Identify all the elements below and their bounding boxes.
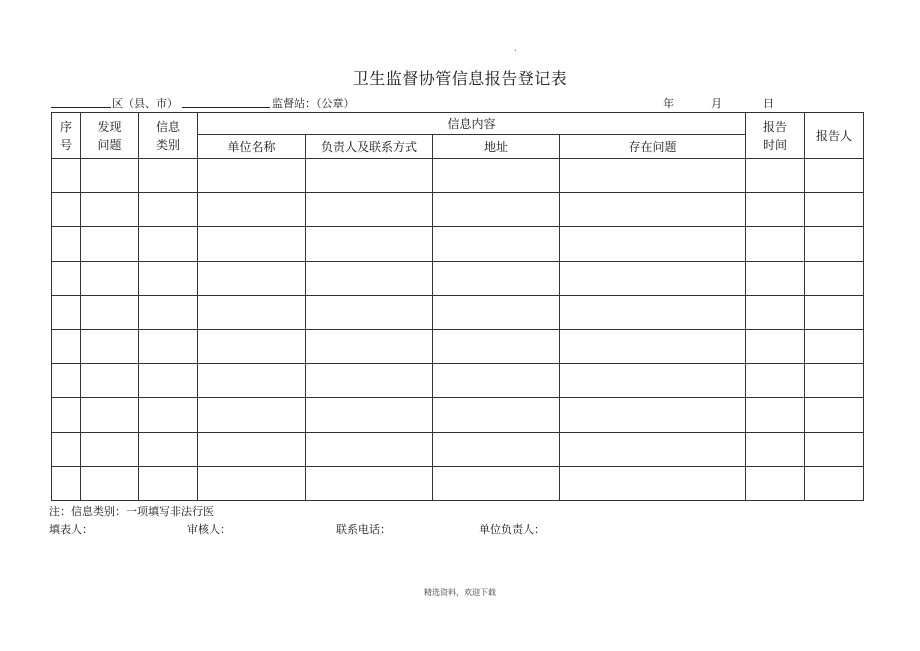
header-seq: 序 号 [52, 113, 81, 159]
table-cell[interactable] [805, 398, 864, 432]
table-cell[interactable] [433, 295, 560, 329]
table-cell[interactable] [81, 398, 139, 432]
table-cell[interactable] [306, 432, 433, 466]
table-cell[interactable] [198, 227, 306, 261]
table-cell[interactable] [198, 466, 306, 500]
top-mark: . [514, 44, 517, 54]
table-cell[interactable] [139, 295, 198, 329]
header-report-time: 报告 时间 [746, 113, 805, 159]
table-cell[interactable] [306, 159, 433, 193]
table-row [52, 159, 864, 193]
table-cell[interactable] [52, 295, 81, 329]
table-cell[interactable] [139, 364, 198, 398]
phone-label: 联系电话： [336, 523, 391, 536]
table-cell[interactable] [805, 193, 864, 227]
table-cell[interactable] [306, 364, 433, 398]
station-label: 监督站：（公章） [272, 97, 355, 110]
table-cell[interactable] [746, 466, 805, 500]
table-cell[interactable] [81, 466, 139, 500]
filler-label: 填表人： [49, 523, 93, 536]
table-cell[interactable] [433, 432, 560, 466]
table-cell[interactable] [52, 466, 81, 500]
table-cell[interactable] [306, 227, 433, 261]
note-text: 注：信息类别：一项填写非法行医 [49, 505, 214, 518]
table-cell[interactable] [746, 159, 805, 193]
table-cell[interactable] [81, 329, 139, 363]
table-cell[interactable] [52, 432, 81, 466]
header-reporter: 报告人 [805, 113, 864, 159]
table-cell[interactable] [746, 261, 805, 295]
table-cell[interactable] [805, 227, 864, 261]
table-cell[interactable] [805, 432, 864, 466]
table-cell[interactable] [139, 193, 198, 227]
month-label: 月 [711, 97, 722, 110]
table-row [52, 193, 864, 227]
table-row [52, 261, 864, 295]
table-cell[interactable] [81, 159, 139, 193]
table-cell[interactable] [746, 227, 805, 261]
table-cell[interactable] [560, 159, 746, 193]
table-cell[interactable] [52, 193, 81, 227]
table-row [52, 398, 864, 432]
unit-head-label: 单位负责人： [479, 523, 545, 536]
table-cell[interactable] [746, 432, 805, 466]
table-cell[interactable] [139, 329, 198, 363]
table-cell[interactable] [306, 261, 433, 295]
table-cell[interactable] [433, 364, 560, 398]
table-cell[interactable] [805, 329, 864, 363]
table-cell[interactable] [560, 466, 746, 500]
table-cell[interactable] [805, 261, 864, 295]
table-cell[interactable] [198, 364, 306, 398]
header-found-issue: 发现 问题 [81, 113, 139, 159]
table-cell[interactable] [433, 193, 560, 227]
table-row [52, 364, 864, 398]
table-cell[interactable] [805, 159, 864, 193]
table-cell[interactable] [198, 432, 306, 466]
table-cell[interactable] [560, 295, 746, 329]
table-cell[interactable] [139, 466, 198, 500]
table-cell[interactable] [81, 193, 139, 227]
table-cell[interactable] [139, 227, 198, 261]
table-cell[interactable] [81, 295, 139, 329]
header-info-content: 信息内容 [198, 113, 746, 135]
table-cell[interactable] [52, 364, 81, 398]
table-body [52, 159, 864, 501]
table-cell[interactable] [52, 261, 81, 295]
table-cell[interactable] [560, 398, 746, 432]
table-cell[interactable] [52, 159, 81, 193]
table-cell[interactable] [433, 329, 560, 363]
table-row [52, 466, 864, 500]
header-unit-name: 单位名称 [198, 135, 306, 159]
year-label: 年 [663, 97, 674, 110]
table-cell[interactable] [805, 364, 864, 398]
header-contact: 负责人及联系方式 [306, 135, 433, 159]
table-cell[interactable] [306, 466, 433, 500]
table-cell[interactable] [198, 398, 306, 432]
table-cell[interactable] [52, 227, 81, 261]
table-cell[interactable] [433, 466, 560, 500]
table-cell[interactable] [433, 159, 560, 193]
table-cell[interactable] [139, 159, 198, 193]
table-row [52, 329, 864, 363]
header-meta-row [0, 95, 920, 111]
header-address: 地址 [433, 135, 560, 159]
table-cell[interactable] [746, 329, 805, 363]
table-cell[interactable] [198, 193, 306, 227]
table-cell[interactable] [306, 295, 433, 329]
table-cell[interactable] [198, 295, 306, 329]
table-cell[interactable] [746, 193, 805, 227]
table-cell[interactable] [560, 261, 746, 295]
page-title: 卫生监督协管信息报告登记表 [352, 69, 568, 88]
table-cell[interactable] [306, 398, 433, 432]
table-cell[interactable] [139, 432, 198, 466]
table-cell[interactable] [52, 329, 81, 363]
table-row [52, 432, 864, 466]
table-row [52, 227, 864, 261]
district-blank-line [51, 95, 111, 108]
register-table [51, 112, 864, 501]
table-cell[interactable] [81, 227, 139, 261]
table-cell[interactable] [560, 227, 746, 261]
day-label: 日 [763, 97, 774, 110]
table-cell[interactable] [81, 432, 139, 466]
table-cell[interactable] [560, 432, 746, 466]
table-cell[interactable] [560, 193, 746, 227]
station-blank-line [182, 95, 270, 108]
table-cell[interactable] [746, 295, 805, 329]
table-cell[interactable] [81, 261, 139, 295]
table-cell[interactable] [139, 261, 198, 295]
table-cell[interactable] [139, 398, 198, 432]
header-issue: 存在问题 [560, 135, 746, 159]
table-cell[interactable] [433, 227, 560, 261]
table-cell[interactable] [560, 364, 746, 398]
table-cell[interactable] [746, 398, 805, 432]
table-cell[interactable] [805, 466, 864, 500]
table-cell[interactable] [306, 329, 433, 363]
header-category: 信息 类别 [139, 113, 198, 159]
footer-text: 精选资料，欢迎下载 [424, 588, 496, 597]
table-cell[interactable] [198, 159, 306, 193]
table-cell[interactable] [560, 329, 746, 363]
table-row [52, 295, 864, 329]
table-cell[interactable] [433, 398, 560, 432]
reviewer-label: 审核人： [187, 523, 231, 536]
table-cell[interactable] [52, 398, 81, 432]
table-cell[interactable] [198, 329, 306, 363]
district-label: 区（县、市） [112, 97, 178, 110]
table-cell[interactable] [805, 295, 864, 329]
table-cell[interactable] [198, 261, 306, 295]
table-cell[interactable] [746, 364, 805, 398]
table-cell[interactable] [433, 261, 560, 295]
table-cell[interactable] [306, 193, 433, 227]
table-cell[interactable] [81, 364, 139, 398]
